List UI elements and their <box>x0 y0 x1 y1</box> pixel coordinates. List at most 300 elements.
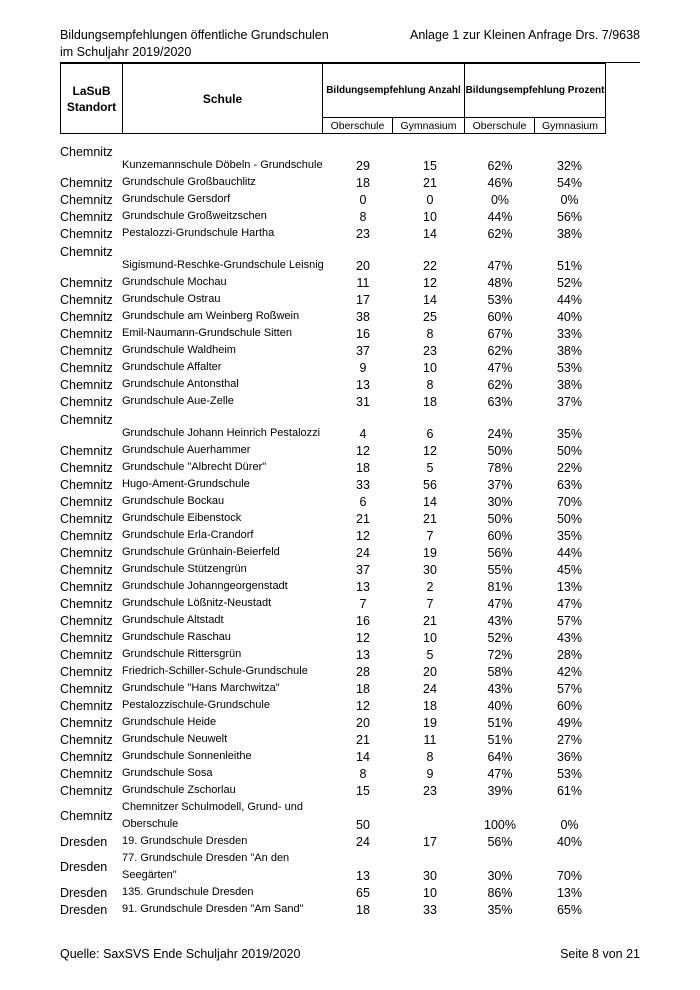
cell-gymnasium-prozent: 63% <box>556 478 583 492</box>
cell-gymnasium-anzahl: 24 <box>423 682 437 696</box>
cell-oberschule-prozent: 46% <box>487 176 513 190</box>
cell-oberschule-prozent: 47% <box>487 361 513 375</box>
table-row <box>60 799 605 833</box>
cell-gymnasium-anzahl: 5 <box>426 461 434 475</box>
cell-oberschule-prozent: 86% <box>487 886 513 900</box>
cell-schule: Pestalozzi-Grundschule Hartha <box>122 227 275 239</box>
cell-gymnasium-prozent: 13% <box>556 580 583 594</box>
column-header-schule: Schule <box>123 64 323 134</box>
cell-gymnasium-prozent: 35% <box>556 427 583 441</box>
cell-gymnasium-prozent: 32% <box>556 159 583 173</box>
cell-gymnasium-anzahl: 8 <box>426 327 434 341</box>
cell-gymnasium-prozent: 22% <box>556 461 583 475</box>
cell-standort: Chemnitz <box>60 444 113 458</box>
cell-gymnasium-prozent: 70% <box>556 869 583 883</box>
table-row <box>60 342 605 359</box>
cell-gymnasium-prozent: 13% <box>556 886 583 900</box>
cell-schule: Grundschule Grünhain-Beierfeld <box>122 546 280 558</box>
cell-gymnasium-anzahl: 25 <box>423 310 437 324</box>
cell-oberschule-anzahl: 29 <box>356 159 370 173</box>
cell-gymnasium-prozent: 38% <box>556 344 583 358</box>
cell-standort: Chemnitz <box>60 193 113 207</box>
cell-oberschule-prozent: 52% <box>487 631 513 645</box>
cell-gymnasium-anzahl: 10 <box>423 361 437 375</box>
cell-gymnasium-anzahl: 22 <box>423 259 437 273</box>
cell-oberschule-prozent: 78% <box>487 461 513 475</box>
cell-oberschule-anzahl: 6 <box>359 495 367 509</box>
cell-standort: Chemnitz <box>60 413 113 427</box>
cell-oberschule-prozent: 60% <box>487 310 513 324</box>
cell-oberschule-anzahl: 4 <box>359 427 367 441</box>
cell-gymnasium-anzahl: 19 <box>423 546 437 560</box>
cell-schule: 91. Grundschule Dresden "Am Sand" <box>122 903 304 915</box>
table-header <box>60 63 606 134</box>
table-row <box>60 442 605 459</box>
cell-oberschule-anzahl: 23 <box>356 227 370 241</box>
cell-gymnasium-anzahl: 10 <box>423 886 437 900</box>
cell-gymnasium-prozent: 50% <box>556 512 583 526</box>
subheader-oberschule-prozent: Oberschule <box>465 118 535 134</box>
cell-schule: Emil-Naumann-Grundschule Sitten <box>122 327 292 339</box>
table-row <box>60 308 605 325</box>
cell-oberschule-prozent: 72% <box>487 648 513 662</box>
cell-gymnasium-anzahl: 21 <box>423 512 437 526</box>
cell-standort: Chemnitz <box>60 563 113 577</box>
cell-oberschule-anzahl: 8 <box>359 210 367 224</box>
cell-standort: Chemnitz <box>60 378 113 392</box>
cell-standort: Dresden <box>60 903 108 917</box>
cell-oberschule-prozent: 67% <box>487 327 513 341</box>
cell-oberschule-prozent: 81% <box>487 580 513 594</box>
cell-oberschule-anzahl: 21 <box>356 512 370 526</box>
table-row <box>60 595 605 612</box>
cell-oberschule-anzahl: 0 <box>359 193 367 207</box>
cell-standort: Dresden <box>60 860 108 874</box>
cell-standort: Chemnitz <box>60 809 113 823</box>
cell-standort: Chemnitz <box>60 631 113 645</box>
cell-oberschule-prozent: 62% <box>487 159 513 173</box>
cell-gymnasium-anzahl: 12 <box>423 276 437 290</box>
cell-standort: Chemnitz <box>60 767 113 781</box>
cell-gymnasium-prozent: 38% <box>556 227 583 241</box>
cell-standort: Chemnitz <box>60 529 113 543</box>
cell-oberschule-prozent: 40% <box>487 699 513 713</box>
cell-oberschule-prozent: 55% <box>487 563 513 577</box>
cell-gymnasium-anzahl: 23 <box>423 784 437 798</box>
cell-schule: Grundschule "Albrecht Dürer" <box>122 461 267 473</box>
cell-gymnasium-anzahl: 14 <box>423 227 437 241</box>
cell-oberschule-prozent: 35% <box>487 903 513 917</box>
cell-schule: Grundschule Eibenstock <box>122 512 242 524</box>
cell-gymnasium-prozent: 0% <box>560 193 579 207</box>
cell-schule: Kunzemannschule Döbeln - Grundschule <box>122 159 323 171</box>
table-row <box>60 901 605 918</box>
cell-oberschule-anzahl: 16 <box>356 327 370 341</box>
source-note: Quelle: SaxSVS Ende Schuljahr 2019/2020 <box>60 947 301 961</box>
cell-gymnasium-anzahl: 21 <box>423 176 437 190</box>
cell-gymnasium-anzahl: 0 <box>426 193 434 207</box>
cell-standort: Chemnitz <box>60 395 113 409</box>
cell-oberschule-prozent: 53% <box>487 293 513 307</box>
cell-oberschule-anzahl: 65 <box>356 886 370 900</box>
cell-standort: Dresden <box>60 835 108 849</box>
cell-oberschule-anzahl: 12 <box>356 444 370 458</box>
table-body <box>60 142 605 918</box>
cell-gymnasium-anzahl: 18 <box>423 395 437 409</box>
table-row <box>60 884 605 901</box>
group-header-prozent: Bildungsempfehlung Prozent <box>465 64 606 118</box>
cell-gymnasium-anzahl: 19 <box>423 716 437 730</box>
column-header-standort: LaSuB Standort <box>61 64 123 134</box>
cell-standort: Chemnitz <box>60 145 113 159</box>
cell-oberschule-anzahl: 31 <box>356 395 370 409</box>
cell-gymnasium-prozent: 50% <box>556 444 583 458</box>
cell-oberschule-prozent: 62% <box>487 227 513 241</box>
cell-oberschule-anzahl: 37 <box>356 344 370 358</box>
group-header-anzahl: Bildungsempfehlung Anzahl <box>323 64 465 118</box>
subheader-gymnasium-prozent: Gymnasium <box>535 118 606 134</box>
cell-gymnasium-anzahl: 30 <box>423 869 437 883</box>
cell-gymnasium-prozent: 53% <box>556 361 583 375</box>
cell-standort: Chemnitz <box>60 344 113 358</box>
cell-oberschule-prozent: 56% <box>487 546 513 560</box>
cell-gymnasium-prozent: 40% <box>556 835 583 849</box>
cell-gymnasium-anzahl: 11 <box>423 733 437 747</box>
cell-standort: Chemnitz <box>60 546 113 560</box>
cell-oberschule-prozent: 0% <box>490 193 510 207</box>
annex-label: Anlage 1 zur Kleinen Anfrage Drs. 7/9638 <box>409 28 640 42</box>
cell-gymnasium-anzahl: 14 <box>423 495 437 509</box>
data-table <box>60 142 605 918</box>
cell-schule: Grundschule Aue-Zelle <box>122 395 234 407</box>
cell-standort: Chemnitz <box>60 245 113 259</box>
table-row <box>60 459 605 476</box>
cell-gymnasium-prozent: 35% <box>556 529 583 543</box>
cell-gymnasium-prozent: 53% <box>556 767 583 781</box>
cell-gymnasium-anzahl: 2 <box>426 580 434 594</box>
table-row <box>60 629 605 646</box>
cell-gymnasium-prozent: 28% <box>556 648 583 662</box>
cell-schule: Grundschule Raschau <box>122 631 231 643</box>
cell-schule: Grundschule am Weinberg Roßwein <box>122 310 300 322</box>
cell-oberschule-prozent: 63% <box>487 395 513 409</box>
table-row <box>60 544 605 561</box>
cell-standort: Chemnitz <box>60 597 113 611</box>
cell-schule: 19. Grundschule Dresden <box>122 835 248 847</box>
table-row <box>60 493 605 510</box>
table-row <box>60 561 605 578</box>
cell-gymnasium-prozent: 60% <box>556 699 583 713</box>
table-row <box>60 359 605 376</box>
table-row <box>60 731 605 748</box>
cell-gymnasium-anzahl: 10 <box>423 631 437 645</box>
cell-schule: Grundschule Ostrau <box>122 293 221 305</box>
cell-schule: Grundschule Auerhammer <box>122 444 251 456</box>
cell-standort: Chemnitz <box>60 784 113 798</box>
cell-oberschule-anzahl: 13 <box>356 869 370 883</box>
cell-oberschule-anzahl: 24 <box>356 835 370 849</box>
table-row <box>60 612 605 629</box>
cell-gymnasium-prozent: 65% <box>556 903 583 917</box>
cell-oberschule-anzahl: 21 <box>356 733 370 747</box>
cell-oberschule-anzahl: 18 <box>356 903 370 917</box>
cell-oberschule-prozent: 50% <box>487 512 513 526</box>
cell-oberschule-anzahl: 18 <box>356 176 370 190</box>
cell-schule: Grundschule Heide <box>122 716 217 728</box>
cell-oberschule-prozent: 37% <box>487 478 513 492</box>
cell-schule: Chemnitzer Schulmodell, Grund- und Oberschule <box>122 801 303 830</box>
cell-oberschule-anzahl: 8 <box>359 767 367 781</box>
cell-gymnasium-prozent: 27% <box>556 733 583 747</box>
cell-oberschule-prozent: 58% <box>487 665 513 679</box>
cell-oberschule-anzahl: 18 <box>356 682 370 696</box>
cell-standort: Chemnitz <box>60 461 113 475</box>
table-row <box>60 663 605 680</box>
cell-oberschule-prozent: 62% <box>487 344 513 358</box>
cell-oberschule-prozent: 50% <box>487 444 513 458</box>
cell-schule: Grundschule Antonsthal <box>122 378 239 390</box>
cell-oberschule-prozent: 62% <box>487 378 513 392</box>
cell-oberschule-anzahl: 11 <box>356 276 370 290</box>
cell-standort: Chemnitz <box>60 227 113 241</box>
table-row <box>60 833 605 850</box>
cell-schule: Sigismund-Reschke-Grundschule Leisnig <box>122 259 324 271</box>
cell-gymnasium-anzahl: 18 <box>423 699 437 713</box>
cell-gymnasium-prozent: 44% <box>556 293 583 307</box>
cell-standort: Chemnitz <box>60 699 113 713</box>
cell-oberschule-prozent: 48% <box>487 276 513 290</box>
cell-gymnasium-prozent: 51% <box>556 259 583 273</box>
cell-schule: Grundschule Sosa <box>122 767 213 779</box>
cell-standort: Chemnitz <box>60 733 113 747</box>
cell-schule: Grundschule Gersdorf <box>122 193 231 205</box>
cell-standort: Dresden <box>60 886 108 900</box>
cell-oberschule-anzahl: 13 <box>356 648 370 662</box>
cell-gymnasium-anzahl: 30 <box>423 563 437 577</box>
table-row <box>60 191 605 208</box>
cell-gymnasium-anzahl: 7 <box>426 529 434 543</box>
cell-standort: Chemnitz <box>60 648 113 662</box>
cell-standort: Chemnitz <box>60 750 113 764</box>
cell-schule: Pestalozzischule-Grundschule <box>122 699 270 711</box>
cell-schule: Grundschule Altstadt <box>122 614 224 626</box>
cell-schule: Friedrich-Schiller-Schule-Grundschule <box>122 665 308 677</box>
cell-oberschule-anzahl: 13 <box>356 378 370 392</box>
cell-standort: Chemnitz <box>60 716 113 730</box>
table-row <box>60 510 605 527</box>
cell-gymnasium-prozent: 54% <box>556 176 583 190</box>
cell-gymnasium-anzahl: 33 <box>423 903 437 917</box>
cell-schule: Grundschule Rittersgrün <box>122 648 242 660</box>
cell-gymnasium-prozent: 61% <box>556 784 583 798</box>
cell-gymnasium-prozent: 44% <box>556 546 583 560</box>
cell-gymnasium-prozent: 36% <box>556 750 583 764</box>
cell-schule: Grundschule Bockau <box>122 495 225 507</box>
table-row <box>60 646 605 663</box>
cell-gymnasium-prozent: 40% <box>556 310 583 324</box>
cell-gymnasium-anzahl: 23 <box>423 344 437 358</box>
cell-oberschule-prozent: 51% <box>487 716 513 730</box>
table-row <box>60 225 605 242</box>
cell-oberschule-prozent: 44% <box>487 210 513 224</box>
cell-schule: Grundschule Mochau <box>122 276 227 288</box>
cell-gymnasium-anzahl: 6 <box>426 427 434 441</box>
cell-oberschule-anzahl: 12 <box>356 699 370 713</box>
cell-standort: Chemnitz <box>60 361 113 375</box>
subheader-gymnasium-anzahl: Gymnasium <box>393 118 465 134</box>
cell-standort: Chemnitz <box>60 495 113 509</box>
table-row <box>60 242 605 274</box>
cell-gymnasium-anzahl <box>394 799 466 833</box>
cell-oberschule-anzahl: 37 <box>356 563 370 577</box>
cell-oberschule-anzahl: 14 <box>356 750 370 764</box>
cell-oberschule-prozent: 47% <box>487 259 513 273</box>
cell-gymnasium-prozent: 49% <box>556 716 583 730</box>
cell-standort: Chemnitz <box>60 210 113 224</box>
cell-standort: Chemnitz <box>60 276 113 290</box>
table-row <box>60 748 605 765</box>
cell-oberschule-prozent: 60% <box>487 529 513 543</box>
cell-oberschule-anzahl: 20 <box>356 259 370 273</box>
cell-schule: Grundschule Waldheim <box>122 344 236 356</box>
cell-gymnasium-prozent: 57% <box>556 682 583 696</box>
cell-oberschule-prozent: 43% <box>487 682 513 696</box>
cell-oberschule-anzahl: 28 <box>356 665 370 679</box>
cell-oberschule-anzahl: 33 <box>356 478 370 492</box>
cell-schule: Hugo-Ament-Grundschule <box>122 478 250 490</box>
cell-gymnasium-prozent: 52% <box>556 276 583 290</box>
cell-standort: Chemnitz <box>60 665 113 679</box>
cell-standort: Chemnitz <box>60 176 113 190</box>
table-row <box>60 393 605 410</box>
cell-gymnasium-prozent: 43% <box>556 631 583 645</box>
cell-schule: 77. Grundschule Dresden "An den Seegärten" <box>122 852 290 881</box>
cell-gymnasium-anzahl: 7 <box>426 597 434 611</box>
table-row <box>60 578 605 595</box>
table-row <box>60 410 605 442</box>
table-row <box>60 376 605 393</box>
cell-schule: Grundschule Großbauchlitz <box>122 176 256 188</box>
cell-oberschule-prozent: 56% <box>487 835 513 849</box>
cell-standort: Chemnitz <box>60 293 113 307</box>
cell-schule: Grundschule Erla-Crandorf <box>122 529 254 541</box>
table-row <box>60 476 605 493</box>
cell-oberschule-prozent: 39% <box>487 784 513 798</box>
table-row <box>60 142 605 174</box>
document-title <box>60 27 329 61</box>
cell-oberschule-anzahl: 12 <box>356 631 370 645</box>
cell-gymnasium-prozent: 70% <box>556 495 583 509</box>
cell-schule: Grundschule Sonnenleithe <box>122 750 252 762</box>
cell-oberschule-prozent: 51% <box>487 733 513 747</box>
cell-schule: Grundschule Stützengrün <box>122 563 247 575</box>
cell-oberschule-prozent: 64% <box>487 750 513 764</box>
cell-oberschule-prozent: 47% <box>487 597 513 611</box>
cell-standort: Chemnitz <box>60 682 113 696</box>
cell-gymnasium-anzahl: 5 <box>426 648 434 662</box>
cell-schule: Grundschule Großweitzschen <box>122 210 267 222</box>
table-row <box>60 325 605 342</box>
cell-oberschule-anzahl: 38 <box>356 310 370 324</box>
cell-gymnasium-prozent: 47% <box>556 597 583 611</box>
cell-oberschule-anzahl: 20 <box>356 716 370 730</box>
cell-gymnasium-anzahl: 17 <box>423 835 437 849</box>
cell-gymnasium-prozent: 38% <box>556 378 583 392</box>
cell-gymnasium-prozent: 0% <box>560 818 579 832</box>
table-row <box>60 680 605 697</box>
cell-oberschule-prozent: 43% <box>487 614 513 628</box>
cell-gymnasium-prozent: 56% <box>556 210 583 224</box>
cell-schule: Grundschule Affalter <box>122 361 222 373</box>
table-row <box>60 527 605 544</box>
cell-oberschule-anzahl: 12 <box>356 529 370 543</box>
cell-standort: Chemnitz <box>60 512 113 526</box>
cell-gymnasium-anzahl: 21 <box>423 614 437 628</box>
cell-oberschule-prozent: 24% <box>487 427 513 441</box>
cell-standort: Chemnitz <box>60 310 113 324</box>
cell-gymnasium-anzahl: 20 <box>423 665 437 679</box>
cell-oberschule-anzahl: 18 <box>356 461 370 475</box>
cell-schule: Grundschule Johann Heinrich Pestalozzi <box>122 427 321 439</box>
table-row <box>60 850 605 884</box>
cell-oberschule-anzahl: 50 <box>356 818 370 832</box>
cell-oberschule-prozent: 30% <box>487 495 513 509</box>
cell-schule: Grundschule Lößnitz-Neustadt <box>122 597 272 609</box>
table-row <box>60 274 605 291</box>
cell-oberschule-prozent: 47% <box>487 767 513 781</box>
cell-standort: Chemnitz <box>60 327 113 341</box>
cell-oberschule-anzahl: 7 <box>359 597 367 611</box>
table-row <box>60 291 605 308</box>
cell-standort: Chemnitz <box>60 580 113 594</box>
cell-gymnasium-anzahl: 15 <box>423 159 437 173</box>
table-row <box>60 765 605 782</box>
table-row <box>60 782 605 799</box>
cell-schule: Grundschule Neuwelt <box>122 733 228 745</box>
cell-oberschule-anzahl: 13 <box>356 580 370 594</box>
cell-gymnasium-anzahl: 8 <box>426 378 434 392</box>
cell-schule: Grundschule "Hans Marchwitza" <box>122 682 280 694</box>
cell-gymnasium-anzahl: 12 <box>423 444 437 458</box>
cell-gymnasium-anzahl: 14 <box>423 293 437 307</box>
cell-schule: Grundschule Zschorlau <box>122 784 236 796</box>
title-line-1: Bildungsempfehlungen öffentliche Grundschulen <box>60 28 329 42</box>
cell-oberschule-anzahl: 15 <box>356 784 370 798</box>
cell-gymnasium-prozent: 37% <box>556 395 583 409</box>
title-line-2: im Schuljahr 2019/2020 <box>60 45 192 59</box>
cell-gymnasium-prozent: 45% <box>556 563 583 577</box>
cell-oberschule-prozent: 30% <box>487 869 513 883</box>
table-row <box>60 208 605 225</box>
cell-oberschule-anzahl: 16 <box>356 614 370 628</box>
cell-gymnasium-prozent: 42% <box>556 665 583 679</box>
cell-oberschule-anzahl: 24 <box>356 546 370 560</box>
subheader-oberschule-anzahl: Oberschule <box>323 118 393 134</box>
cell-gymnasium-prozent: 33% <box>556 327 583 341</box>
cell-gymnasium-prozent: 57% <box>556 614 583 628</box>
cell-standort: Chemnitz <box>60 478 113 492</box>
cell-gymnasium-anzahl: 56 <box>423 478 437 492</box>
table-row <box>60 174 605 191</box>
cell-gymnasium-anzahl: 8 <box>426 750 434 764</box>
cell-gymnasium-anzahl: 9 <box>426 767 434 781</box>
table-row <box>60 697 605 714</box>
cell-schule: Grundschule Johanngeorgenstadt <box>122 580 288 592</box>
cell-standort: Chemnitz <box>60 614 113 628</box>
table-row <box>60 714 605 731</box>
cell-gymnasium-anzahl: 10 <box>423 210 437 224</box>
page-number: Seite 8 von 21 <box>560 947 640 961</box>
